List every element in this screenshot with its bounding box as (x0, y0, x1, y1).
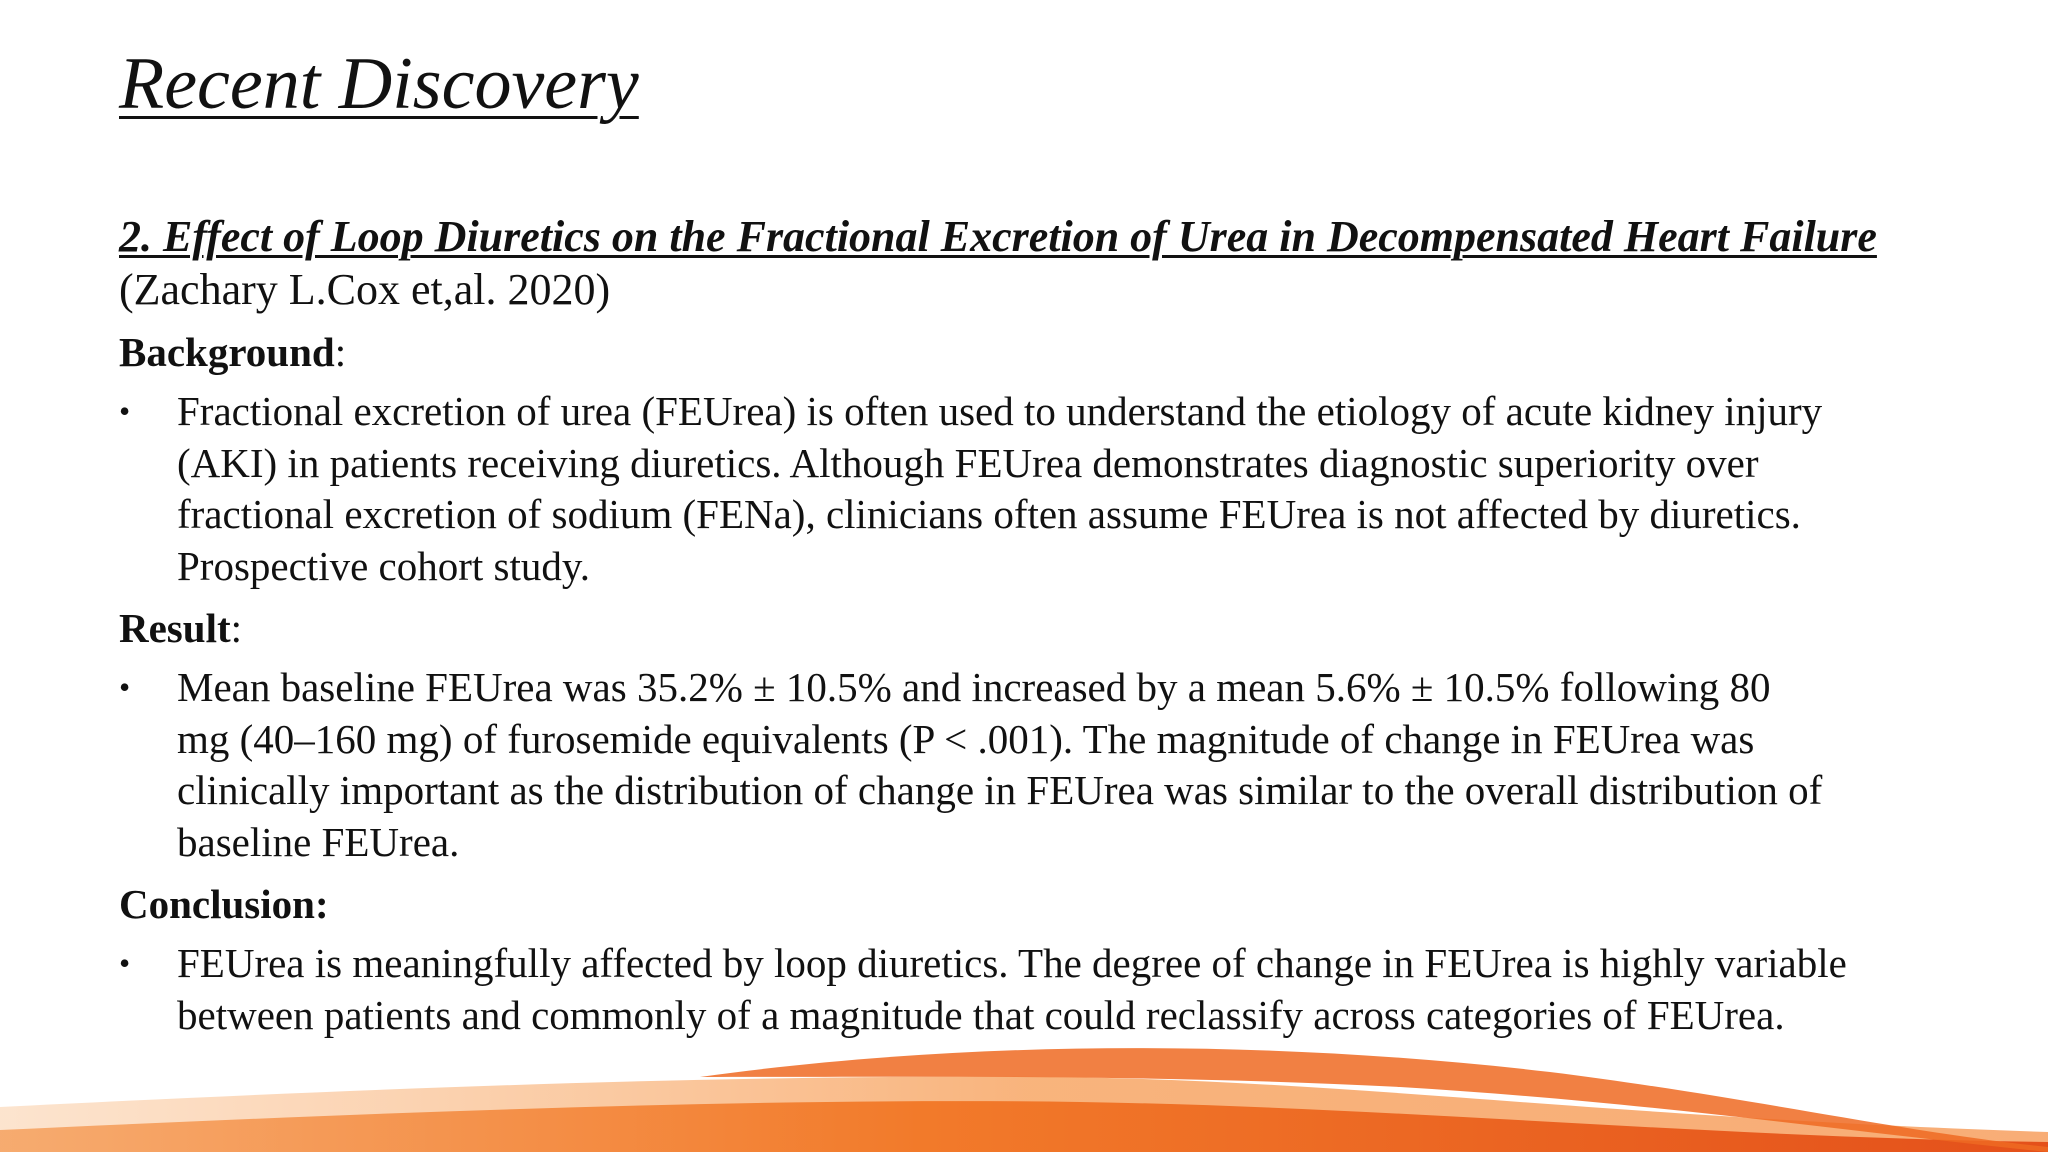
bullet-icon: • (119, 393, 131, 429)
conclusion-bullet (119, 938, 1949, 1041)
result-text: Mean baseline FEUrea was 35.2% ± 10.5% and increased by a mean 5.6% ± 10.5% following 80 mg (40–160 mg) of furosemide equivalents (P < .001). The magnitude of change in FEUrea was clinically important as the distribution of change in FEUrea was similar to the overall distribution of baseline FEUrea. (177, 664, 1823, 865)
result-bullet (119, 662, 1949, 868)
study-citation: (Zachary L.Cox et,al. 2020) (119, 265, 611, 314)
background-label: Background: (119, 329, 347, 375)
background-bullet (119, 386, 1949, 592)
background-text: Fractional excretion of urea (FEUrea) is often used to understand the etiology of acute kidney injury (AKI) in patients receiving diuretics. Although FEUrea demonstrates diagnostic superiority over fractional excretion of sodium (FENa), clinicians often assume FEUrea is not affected by diuretics. Prospective cohort study. (177, 388, 1823, 589)
slide-title: Recent Discovery (119, 43, 639, 125)
study-title: 2. Effect of Loop Diuretics on the Fractional Excretion of Urea in Decompensated Heart Failure (119, 212, 1877, 261)
conclusion-label: Conclusion: (119, 881, 329, 927)
bullet-icon: • (119, 945, 131, 981)
slide-content (119, 210, 1949, 1045)
study-heading (119, 210, 1949, 316)
conclusion-text: FEUrea is meaningfully affected by loop diuretics. The degree of change in FEUrea is highly variable between patients and commonly of a magnitude that could reclassify across categories of FEUrea. (177, 940, 1847, 1038)
bullet-icon: • (119, 669, 131, 705)
result-label: Result: (119, 605, 243, 651)
